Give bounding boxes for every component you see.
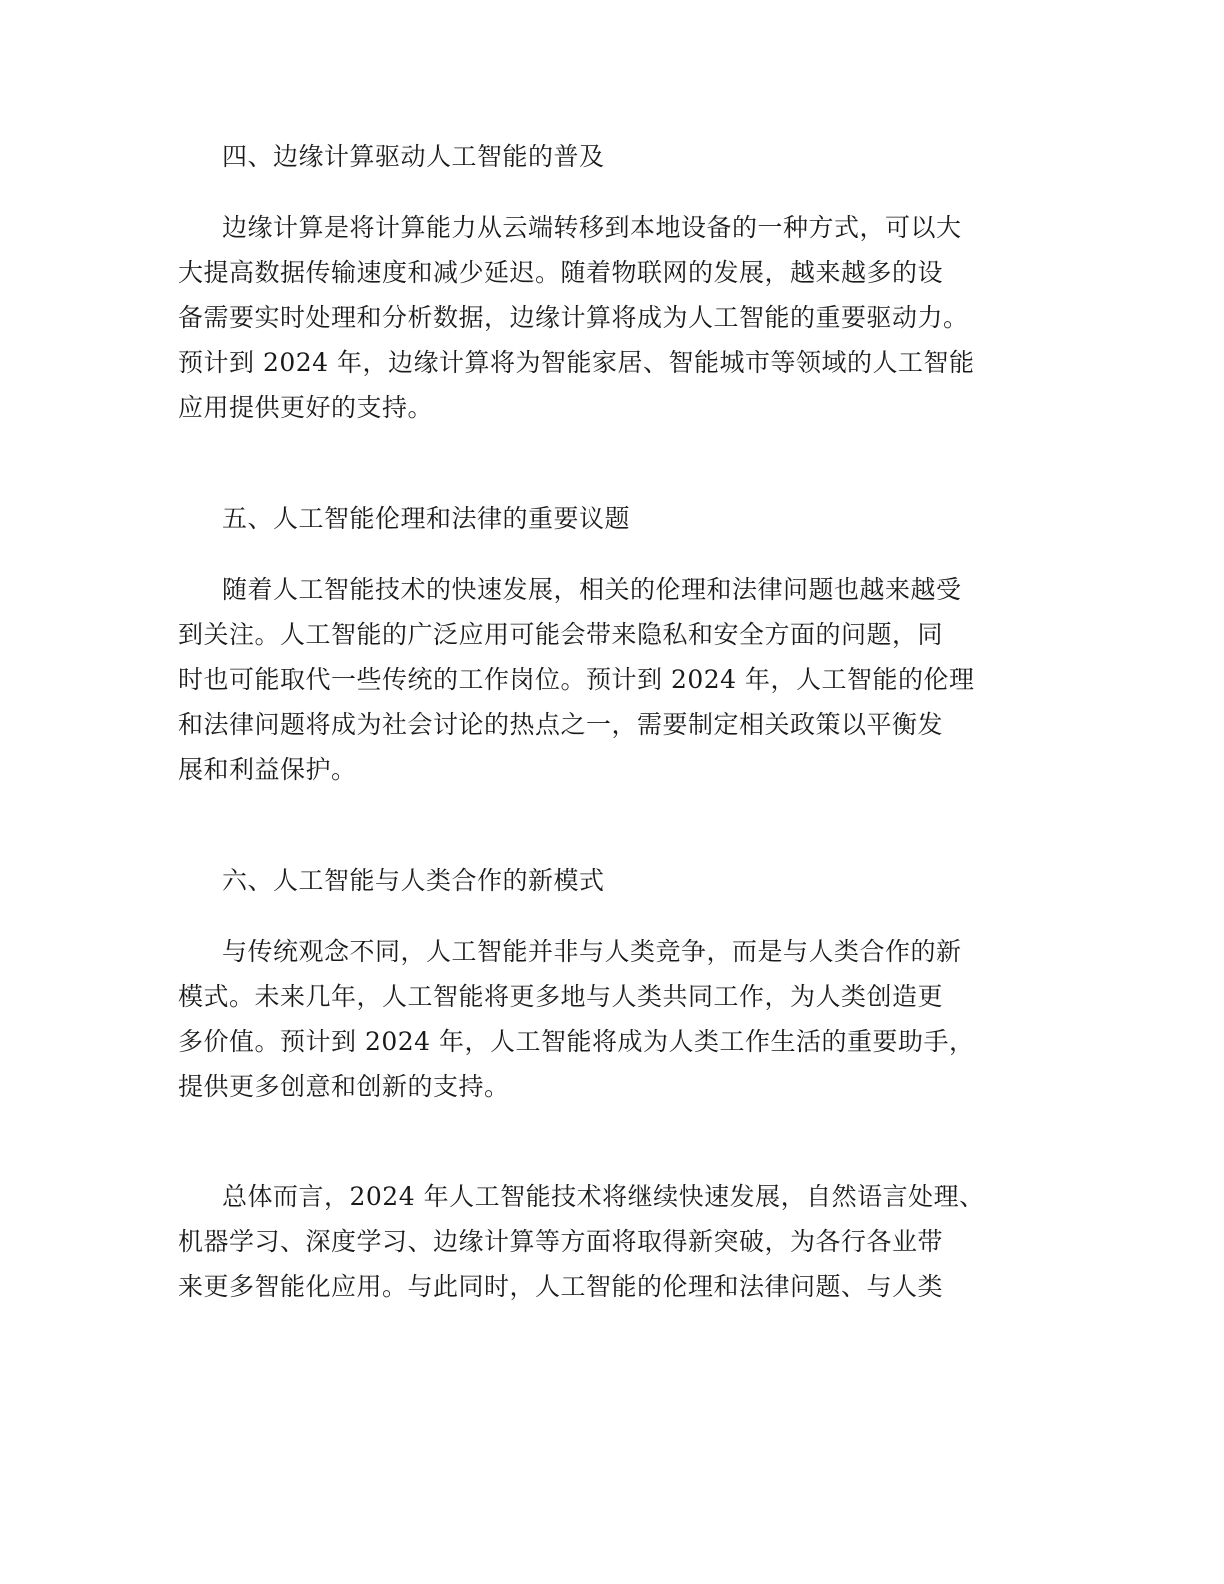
paragraph-line: 预计到 2024 年，边缘计算将为智能家居、智能城市等领域的人工智能 [178, 348, 975, 377]
section-heading-5: 五、人工智能伦理和法律的重要议题 [222, 504, 631, 533]
section-paragraph-6 [178, 936, 1058, 1116]
paragraph-line: 机器学习、深度学习、边缘计算等方面将取得新突破，为各行各业带 [178, 1227, 944, 1256]
paragraph-line: 随着人工智能技术的快速发展，相关的伦理和法律问题也越来越受 [222, 575, 962, 604]
paragraph-line: 边缘计算是将计算能力从云端转移到本地设备的一种方式，可以大 [222, 213, 962, 242]
section-heading-4: 四、边缘计算驱动人工智能的普及 [222, 142, 605, 171]
section-paragraph-4 [178, 212, 1058, 437]
paragraph-line: 备需要实时处理和分析数据，边缘计算将成为人工智能的重要驱动力。 [178, 303, 969, 332]
paragraph-line: 模式。未来几年，人工智能将更多地与人类共同工作，为人类创造更 [178, 982, 944, 1011]
paragraph-line: 大提高数据传输速度和减少延迟。随着物联网的发展，越来越多的设 [178, 258, 944, 287]
paragraph-line: 多价值。预计到 2024 年，人工智能将成为人类工作生活的重要助手， [178, 1027, 975, 1056]
paragraph-line: 和法律问题将成为社会讨论的热点之一，需要制定相关政策以平衡发 [178, 710, 944, 739]
paragraph-line: 时也可能取代一些传统的工作岗位。预计到 2024 年，人工智能的伦理 [178, 665, 975, 694]
paragraph-line: 展和利益保护。 [178, 755, 357, 784]
paragraph-line: 到关注。人工智能的广泛应用可能会带来隐私和安全方面的问题，同 [178, 620, 944, 649]
summary-paragraph [178, 1181, 1058, 1316]
paragraph-line: 总体而言，2024 年人工智能技术将继续快速发展，自然语言处理、 [222, 1182, 985, 1211]
section-paragraph-5 [178, 574, 1058, 799]
paragraph-line: 与传统观念不同，人工智能并非与人类竞争，而是与人类合作的新 [222, 937, 962, 966]
paragraph-line: 提供更多创意和创新的支持。 [178, 1072, 510, 1101]
section-heading-6: 六、人工智能与人类合作的新模式 [222, 866, 605, 895]
paragraph-line: 应用提供更好的支持。 [178, 393, 434, 422]
paragraph-line: 来更多智能化应用。与此同时，人工智能的伦理和法律问题、与人类 [178, 1272, 944, 1301]
